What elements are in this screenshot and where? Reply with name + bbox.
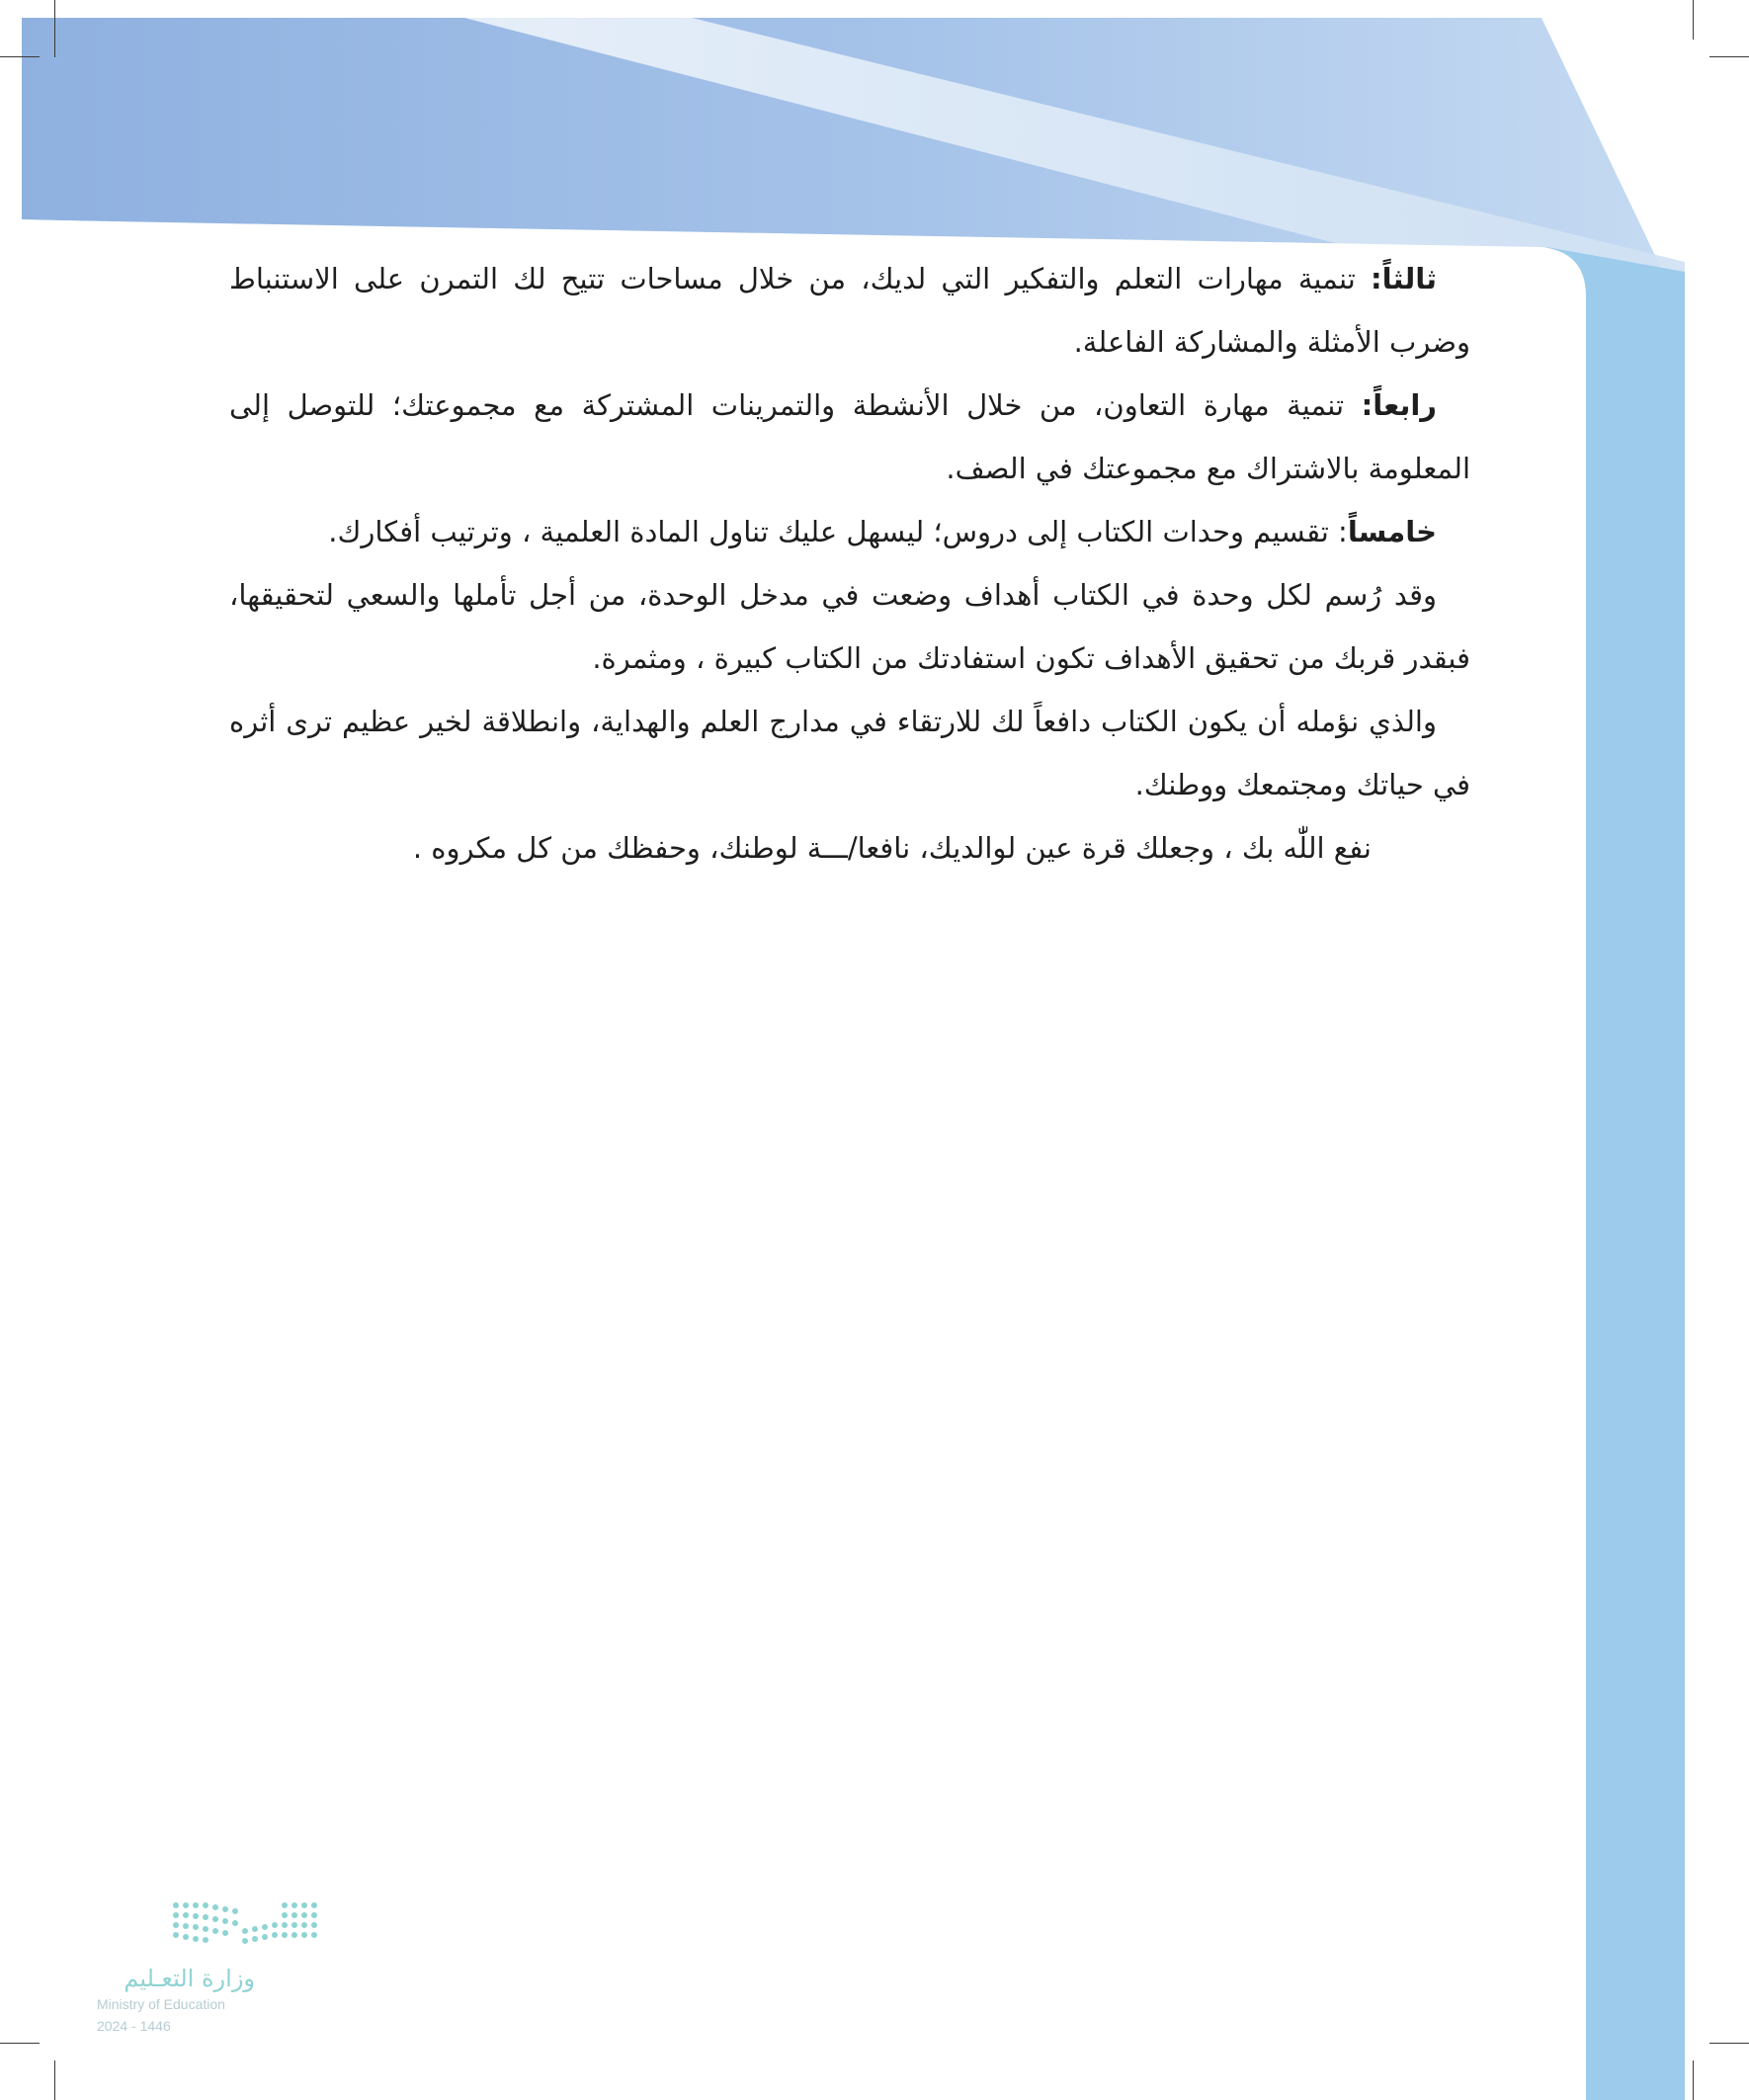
- crop-mark: [1693, 2060, 1694, 2100]
- logo-arabic-text: وزارة التعـليم: [124, 1965, 255, 1992]
- lead-fifth: خامساً: [1347, 515, 1437, 548]
- text-third: تنمية مهارات التعلم والتفكير التي لديك، من خلال مساحات تتيح لك التمرن على الاستنباط وضرب الأمثلة والمشاركة الفاعلة.: [229, 262, 1470, 359]
- crop-mark: [0, 56, 40, 57]
- paragraph-third: [229, 247, 1470, 374]
- text-fourth: تنمية مهارة التعاون، من خلال الأنشطة والتمرينات المشتركة مع مجموعتك؛ للتوصل إلى المعلومة بالاشتراك مع مجموعتك في الصف.: [229, 388, 1470, 485]
- crop-mark: [1709, 56, 1749, 57]
- crop-mark: [1693, 0, 1694, 40]
- crop-mark: [54, 2060, 55, 2100]
- logo-year-text: 2024 - 1446: [97, 2018, 171, 2034]
- paragraph-closing: نفع اللّٰه بك ، وجعلك قرة عين لوالديك، نافعا/ـــة لوطنك، وحفظك من كل مكروه .: [412, 831, 1372, 865]
- paragraph-fifth: [229, 500, 1470, 563]
- logo-english-text: Ministry of Education: [97, 1996, 225, 2012]
- paragraph-hope: والذي نؤمله أن يكون الكتاب دافعاً لك للارتقاء في مدارج العلم والهداية، وانطلاقة لخير عظيم ترى أثره في حياتك ومجتمعك ووطنك.: [229, 705, 1470, 801]
- crop-mark: [54, 0, 55, 57]
- paragraph-goals: وقد رُسم لكل وحدة في الكتاب أهداف وضعت في مدخل الوحدة، من أجل تأملها والسعي لتحقيقها، فبقدر قربك من تحقيق الأهداف تكون استفادتك من الكتاب كبيرة ، ومثمرة.: [229, 578, 1470, 675]
- lead-third: ثالثاً:: [1371, 262, 1437, 295]
- lead-fourth: رابعاً:: [1361, 388, 1437, 422]
- crop-mark: [0, 2043, 40, 2044]
- paragraph-fourth: [229, 374, 1470, 500]
- text-fifth: : تقسيم وحدات الكتاب إلى دروس؛ ليسهل عليك تناول المادة العلمية ، وترتيب أفكارك.: [328, 515, 1348, 548]
- crop-mark: [1709, 2043, 1749, 2044]
- body-text: [229, 247, 1470, 880]
